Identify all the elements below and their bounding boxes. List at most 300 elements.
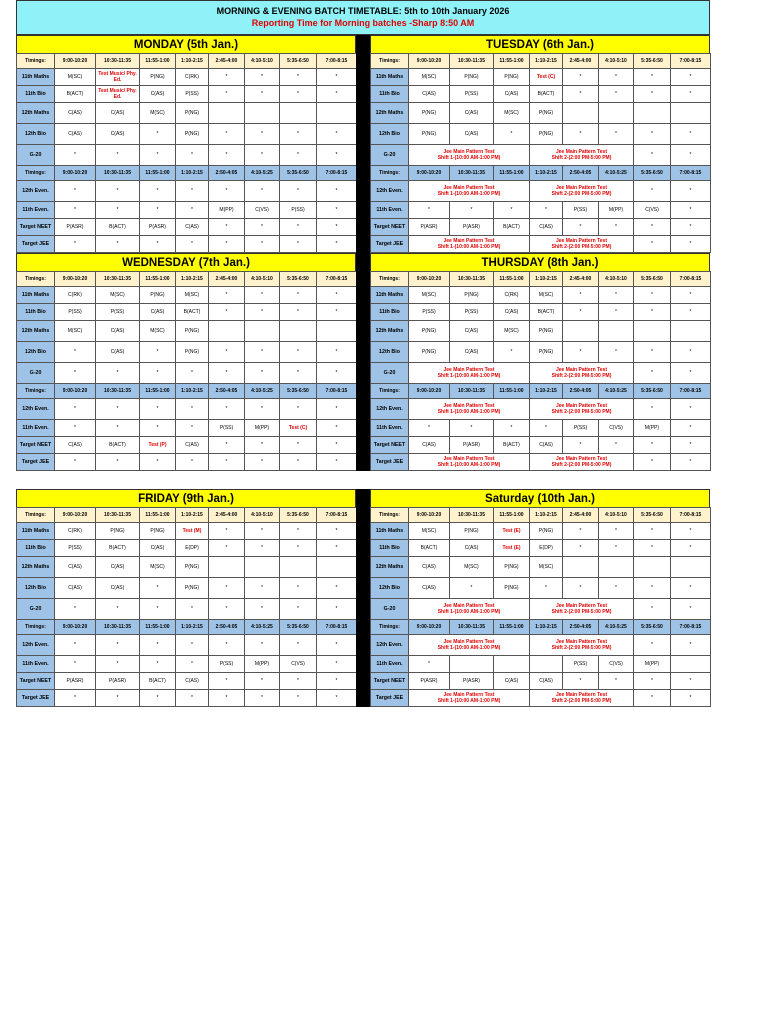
class-cell: C(AS): [96, 557, 140, 578]
evening-timings-row: [17, 620, 357, 635]
class-cell: *: [96, 656, 140, 673]
batch-row: [17, 287, 357, 304]
batch-row: [371, 523, 711, 540]
class-cell: *: [280, 578, 317, 599]
class-cell: *: [671, 599, 711, 620]
batch-row: [371, 656, 711, 673]
class-cell: *: [317, 342, 357, 363]
class-cell: P(ASR): [450, 219, 494, 236]
class-cell: *: [96, 690, 140, 707]
class-cell: *: [671, 287, 711, 304]
class-cell: P(NG): [409, 342, 450, 363]
evening-timings-row: [371, 384, 711, 399]
batch-row: [371, 181, 711, 202]
time-slot: 4:10-5:25: [599, 620, 634, 635]
time-slot: 2:50-4:05: [563, 166, 599, 181]
time-slot: 11:55-1:00: [140, 54, 176, 69]
class-cell: P(NG): [176, 103, 209, 124]
class-cell: C(AS): [140, 540, 176, 557]
class-cell: Test (P): [140, 437, 176, 454]
class-cell: *: [599, 437, 634, 454]
class-cell: *: [599, 578, 634, 599]
class-cell: *: [209, 219, 245, 236]
class-cell: B(ACT): [530, 86, 563, 103]
class-cell: *: [634, 540, 671, 557]
class-cell: E(DP): [176, 540, 209, 557]
batch-row: [371, 540, 711, 557]
time-slot: 11:55-1:00: [494, 508, 530, 523]
class-cell: *: [317, 656, 357, 673]
class-cell: *: [96, 363, 140, 384]
class-cell: *: [176, 363, 209, 384]
class-cell: *: [209, 690, 245, 707]
class-cell: P(NG): [409, 124, 450, 145]
class-cell: M(SC): [140, 557, 176, 578]
class-cell: *: [563, 540, 599, 557]
time-slot: 2:45-4:00: [209, 54, 245, 69]
class-cell: [599, 557, 634, 578]
class-cell: P(NG): [176, 578, 209, 599]
time-slot: 9:00-10:20: [409, 166, 450, 181]
class-cell: *: [634, 69, 671, 86]
class-cell: *: [530, 420, 563, 437]
class-cell: *: [280, 219, 317, 236]
batch-row: [17, 540, 357, 557]
class-cell: [209, 103, 245, 124]
class-cell: *: [209, 304, 245, 321]
time-slot: 9:00-10:20: [409, 508, 450, 523]
class-cell: M(PP): [209, 202, 245, 219]
class-cell: C(AS): [55, 124, 96, 145]
morning-timings-row: [17, 508, 357, 523]
class-cell: *: [55, 420, 96, 437]
day-table: [16, 271, 357, 471]
batch-label: 12th Maths: [17, 103, 55, 124]
jee-shift-1: Jee Main Pattern Test Shift 1-(10:00 AM-1:00 PM): [409, 236, 530, 253]
class-cell: M(PP): [245, 420, 280, 437]
class-cell: Test (E): [494, 523, 530, 540]
class-cell: *: [176, 656, 209, 673]
class-cell: [671, 321, 711, 342]
class-cell: [563, 103, 599, 124]
class-cell: *: [317, 145, 357, 166]
class-cell: *: [209, 342, 245, 363]
jee-shift-2: Jee Main Pattern Test Shift 2-(2:00 PM-5:00 PM): [530, 145, 634, 166]
class-cell: M(SC): [409, 523, 450, 540]
batch-label: 12th Maths: [17, 321, 55, 342]
class-cell: *: [280, 236, 317, 253]
day-thursday: [370, 253, 710, 471]
batch-row: [371, 599, 711, 620]
batch-row: [17, 321, 357, 342]
class-cell: C(AS): [55, 437, 96, 454]
class-cell: P(ASR): [140, 219, 176, 236]
time-slot: 4:10-5:25: [245, 166, 280, 181]
batch-row: [371, 321, 711, 342]
class-cell: *: [55, 454, 96, 471]
batch-label: Target JEE: [371, 236, 409, 253]
timetable-title: MORNING & EVENING BATCH TIMETABLE: 5th to 10th January 2026: [216, 6, 510, 16]
class-cell: P(NG): [530, 321, 563, 342]
class-cell: *: [599, 86, 634, 103]
class-cell: *: [317, 690, 357, 707]
class-cell: *: [209, 399, 245, 420]
class-cell: *: [317, 578, 357, 599]
batch-row: [17, 124, 357, 145]
class-cell: P(NG): [450, 69, 494, 86]
batch-row: [17, 578, 357, 599]
class-cell: P(NG): [494, 69, 530, 86]
batch-label: 11th Bio: [371, 86, 409, 103]
class-cell: *: [671, 363, 711, 384]
class-cell: P(SS): [563, 656, 599, 673]
class-cell: C(AS): [530, 219, 563, 236]
class-cell: *: [634, 635, 671, 656]
time-slot: 5:35-6:50: [280, 166, 317, 181]
class-cell: P(SS): [209, 656, 245, 673]
time-slot: 10:30-11:35: [96, 508, 140, 523]
batch-row: [17, 202, 357, 219]
class-cell: C(AS): [450, 540, 494, 557]
time-slot: 1:10-2:15: [176, 54, 209, 69]
class-cell: [563, 321, 599, 342]
class-cell: *: [55, 690, 96, 707]
class-cell: M(SC): [530, 557, 563, 578]
class-cell: *: [317, 181, 357, 202]
day-title: FRIDAY (9th Jan.): [16, 489, 356, 507]
class-cell: C(AS): [450, 124, 494, 145]
class-cell: P(ASR): [55, 673, 96, 690]
class-cell: P(NG): [530, 523, 563, 540]
class-cell: [209, 557, 245, 578]
day-wednesday: [16, 253, 356, 471]
batch-row: [17, 557, 357, 578]
class-cell: C(RK): [55, 287, 96, 304]
class-cell: *: [671, 202, 711, 219]
time-slot: 11:55-1:00: [140, 272, 176, 287]
batch-label: 12th Bio: [17, 578, 55, 599]
class-cell: *: [599, 673, 634, 690]
class-cell: C(AS): [450, 321, 494, 342]
class-cell: *: [671, 145, 711, 166]
class-cell: C(AS): [409, 557, 450, 578]
class-cell: *: [140, 236, 176, 253]
class-cell: *: [317, 86, 357, 103]
timings-label: Timings:: [371, 54, 409, 69]
day-title: WEDNESDAY (7th Jan.): [16, 253, 356, 271]
jee-shift-1: Jee Main Pattern Test Shift 1-(10:00 AM-1:00 PM): [409, 363, 530, 384]
class-cell: *: [634, 673, 671, 690]
time-slot: 5:35-6:50: [634, 508, 671, 523]
class-cell: *: [634, 145, 671, 166]
batch-label: 12th Even.: [17, 399, 55, 420]
class-cell: P(NG): [140, 69, 176, 86]
time-slot: 5:35-6:50: [634, 384, 671, 399]
batch-label: 11th Maths: [371, 69, 409, 86]
jee-shift-2: Jee Main Pattern Test Shift 2-(2:00 PM-5:00 PM): [530, 454, 634, 471]
batch-label: 11th Even.: [17, 420, 55, 437]
timings-label: Timings:: [17, 384, 55, 399]
batch-label: 12th Even.: [371, 635, 409, 656]
class-cell: M(PP): [634, 656, 671, 673]
time-slot: 2:50-4:05: [209, 384, 245, 399]
class-cell: *: [671, 342, 711, 363]
batch-label: 11th Bio: [371, 304, 409, 321]
class-cell: *: [671, 219, 711, 236]
batch-row: [17, 399, 357, 420]
class-cell: *: [671, 454, 711, 471]
timings-label: Timings:: [17, 508, 55, 523]
batch-row: [17, 342, 357, 363]
class-cell: *: [317, 69, 357, 86]
batch-row: [371, 363, 711, 384]
batch-label: 11th Bio: [17, 540, 55, 557]
class-cell: *: [317, 599, 357, 620]
class-cell: *: [209, 540, 245, 557]
batch-label: 11th Maths: [17, 523, 55, 540]
batch-label: G-20: [371, 363, 409, 384]
batch-row: [17, 420, 357, 437]
time-slot: 9:00-10:20: [55, 272, 96, 287]
class-cell: *: [96, 236, 140, 253]
day-tuesday: [370, 35, 710, 253]
jee-shift-1: Jee Main Pattern Test Shift 1-(10:00 AM-1:00 PM): [409, 145, 530, 166]
class-cell: *: [245, 304, 280, 321]
time-slot: 5:35-6:50: [280, 384, 317, 399]
class-cell: P(SS): [209, 420, 245, 437]
class-cell: *: [245, 236, 280, 253]
evening-timings-row: [17, 384, 357, 399]
batch-row: [17, 145, 357, 166]
class-cell: P(NG): [176, 124, 209, 145]
class-cell: *: [140, 342, 176, 363]
time-slot: 9:00-10:20: [55, 384, 96, 399]
class-cell: *: [140, 124, 176, 145]
class-cell: C(RK): [494, 287, 530, 304]
timings-label: Timings:: [371, 166, 409, 181]
jee-shift-2: Jee Main Pattern Test Shift 2-(2:00 PM-5:00 PM): [530, 399, 634, 420]
class-cell: [209, 321, 245, 342]
time-slot: 1:10-2:15: [530, 166, 563, 181]
class-cell: C(AS): [494, 304, 530, 321]
class-cell: C(AS): [176, 673, 209, 690]
class-cell: P(NG): [409, 103, 450, 124]
class-cell: P(NG): [176, 557, 209, 578]
timings-label: Timings:: [17, 620, 55, 635]
class-cell: Test (M): [176, 523, 209, 540]
batch-row: [17, 690, 357, 707]
time-slot: 7:00-8:15: [671, 508, 711, 523]
class-cell: C(AS): [140, 304, 176, 321]
class-cell: *: [209, 181, 245, 202]
jee-shift-1: Jee Main Pattern Test Shift 1-(10:00 AM-1:00 PM): [409, 181, 530, 202]
time-slot: 10:30-11:35: [450, 166, 494, 181]
class-cell: C(AS): [96, 578, 140, 599]
class-cell: [245, 557, 280, 578]
class-cell: *: [634, 578, 671, 599]
timetable-banner: [16, 0, 710, 35]
time-slot: 2:50-4:05: [563, 384, 599, 399]
time-slot: 4:10-5:10: [245, 54, 280, 69]
batch-label: 11th Maths: [371, 523, 409, 540]
class-cell: C(AS): [55, 578, 96, 599]
batch-label: Target NEET: [17, 673, 55, 690]
class-cell: *: [245, 287, 280, 304]
time-slot: 10:30-11:35: [450, 620, 494, 635]
class-cell: *: [245, 219, 280, 236]
time-slot: 9:00-10:20: [409, 384, 450, 399]
time-slot: 9:00-10:20: [55, 508, 96, 523]
class-cell: *: [634, 437, 671, 454]
jee-shift-2: Jee Main Pattern Test Shift 2-(2:00 PM-5:00 PM): [530, 690, 634, 707]
day-saturday: [370, 489, 710, 707]
class-cell: *: [317, 304, 357, 321]
time-slot: 10:30-11:35: [450, 508, 494, 523]
class-cell: *: [317, 673, 357, 690]
class-cell: *: [209, 437, 245, 454]
class-cell: *: [563, 342, 599, 363]
time-slot: 7:00-8:15: [671, 620, 711, 635]
class-cell: *: [317, 202, 357, 219]
class-cell: *: [55, 599, 96, 620]
day-table: [16, 53, 357, 253]
class-cell: *: [634, 304, 671, 321]
class-cell: *: [176, 420, 209, 437]
class-cell: P(NG): [450, 287, 494, 304]
class-cell: C(AS): [55, 103, 96, 124]
class-cell: *: [55, 342, 96, 363]
class-cell: *: [409, 202, 450, 219]
time-slot: 10:30-11:35: [96, 620, 140, 635]
class-cell: P(SS): [280, 202, 317, 219]
class-cell: *: [280, 145, 317, 166]
class-cell: M(SC): [409, 69, 450, 86]
batch-label: 11th Bio: [371, 540, 409, 557]
class-cell: *: [245, 342, 280, 363]
class-cell: *: [671, 181, 711, 202]
class-cell: *: [317, 437, 357, 454]
time-slot: 4:10-5:10: [599, 54, 634, 69]
batch-row: [17, 219, 357, 236]
class-cell: *: [634, 219, 671, 236]
class-cell: *: [280, 673, 317, 690]
time-slot: 11:55-1:00: [494, 54, 530, 69]
class-cell: Test (C): [280, 420, 317, 437]
class-cell: P(NG): [176, 321, 209, 342]
time-slot: 5:35-6:50: [280, 54, 317, 69]
class-cell: *: [317, 523, 357, 540]
class-cell: *: [55, 181, 96, 202]
class-cell: *: [140, 578, 176, 599]
class-cell: *: [176, 202, 209, 219]
class-cell: [599, 103, 634, 124]
time-slot: 10:30-11:35: [96, 54, 140, 69]
morning-timings-row: [17, 272, 357, 287]
time-slot: 10:30-11:35: [96, 166, 140, 181]
class-cell: *: [494, 420, 530, 437]
class-cell: *: [671, 236, 711, 253]
class-cell: M(SC): [55, 321, 96, 342]
class-cell: B(ACT): [55, 86, 96, 103]
batch-label: Target NEET: [371, 673, 409, 690]
class-cell: *: [317, 236, 357, 253]
class-cell: P(NG): [530, 103, 563, 124]
class-cell: E(DP): [530, 540, 563, 557]
class-cell: *: [140, 420, 176, 437]
time-slot: 7:00-8:15: [317, 384, 357, 399]
batch-row: [17, 635, 357, 656]
batch-label: G-20: [17, 363, 55, 384]
jee-shift-2: Jee Main Pattern Test Shift 2-(2:00 PM-5:00 PM): [530, 635, 634, 656]
time-slot: 1:10-2:15: [530, 508, 563, 523]
class-cell: *: [599, 540, 634, 557]
batch-label: Target JEE: [371, 454, 409, 471]
class-cell: B(ACT): [176, 304, 209, 321]
batch-row: [17, 523, 357, 540]
batch-label: 12th Maths: [371, 321, 409, 342]
time-slot: 1:10-2:15: [176, 508, 209, 523]
time-slot: 1:10-2:15: [530, 384, 563, 399]
time-slot: 2:45-4:00: [563, 54, 599, 69]
time-slot: 7:00-8:15: [317, 166, 357, 181]
class-cell: *: [599, 304, 634, 321]
class-cell: *: [634, 363, 671, 384]
class-cell: *: [599, 523, 634, 540]
time-slot: 7:00-8:15: [317, 508, 357, 523]
class-cell: *: [634, 86, 671, 103]
class-cell: *: [209, 363, 245, 384]
jee-shift-1: Jee Main Pattern Test Shift 1-(10:00 AM-1:00 PM): [409, 599, 530, 620]
class-cell: [671, 656, 711, 673]
class-cell: B(ACT): [96, 540, 140, 557]
time-slot: 11:55-1:00: [494, 384, 530, 399]
time-slot: 1:10-2:15: [530, 620, 563, 635]
class-cell: *: [96, 181, 140, 202]
class-cell: *: [140, 454, 176, 471]
class-cell: *: [317, 363, 357, 384]
class-cell: *: [409, 656, 450, 673]
class-cell: [599, 321, 634, 342]
timings-label: Timings:: [371, 384, 409, 399]
batch-row: [17, 236, 357, 253]
class-cell: *: [209, 673, 245, 690]
row-block-1: [16, 35, 710, 253]
class-cell: C(AS): [494, 673, 530, 690]
class-cell: M(SC): [96, 287, 140, 304]
class-cell: *: [317, 454, 357, 471]
class-cell: C(AS): [530, 673, 563, 690]
class-cell: C(AS): [450, 342, 494, 363]
class-cell: *: [140, 656, 176, 673]
time-slot: 10:30-11:35: [96, 384, 140, 399]
class-cell: P(ASR): [55, 219, 96, 236]
time-slot: 7:00-8:15: [317, 272, 357, 287]
class-cell: *: [563, 523, 599, 540]
reporting-time-note: Reporting Time for Morning batches -Sharp 8:50 AM: [251, 18, 475, 28]
class-cell: C(AS): [176, 437, 209, 454]
class-cell: *: [634, 181, 671, 202]
time-slot: 10:30-11:35: [96, 272, 140, 287]
class-cell: *: [280, 454, 317, 471]
class-cell: *: [634, 599, 671, 620]
batch-row: [17, 304, 357, 321]
batch-label: Target JEE: [17, 690, 55, 707]
time-slot: 2:50-4:05: [563, 620, 599, 635]
time-slot: 7:00-8:15: [671, 384, 711, 399]
class-cell: *: [176, 236, 209, 253]
class-cell: [280, 557, 317, 578]
class-cell: *: [176, 635, 209, 656]
